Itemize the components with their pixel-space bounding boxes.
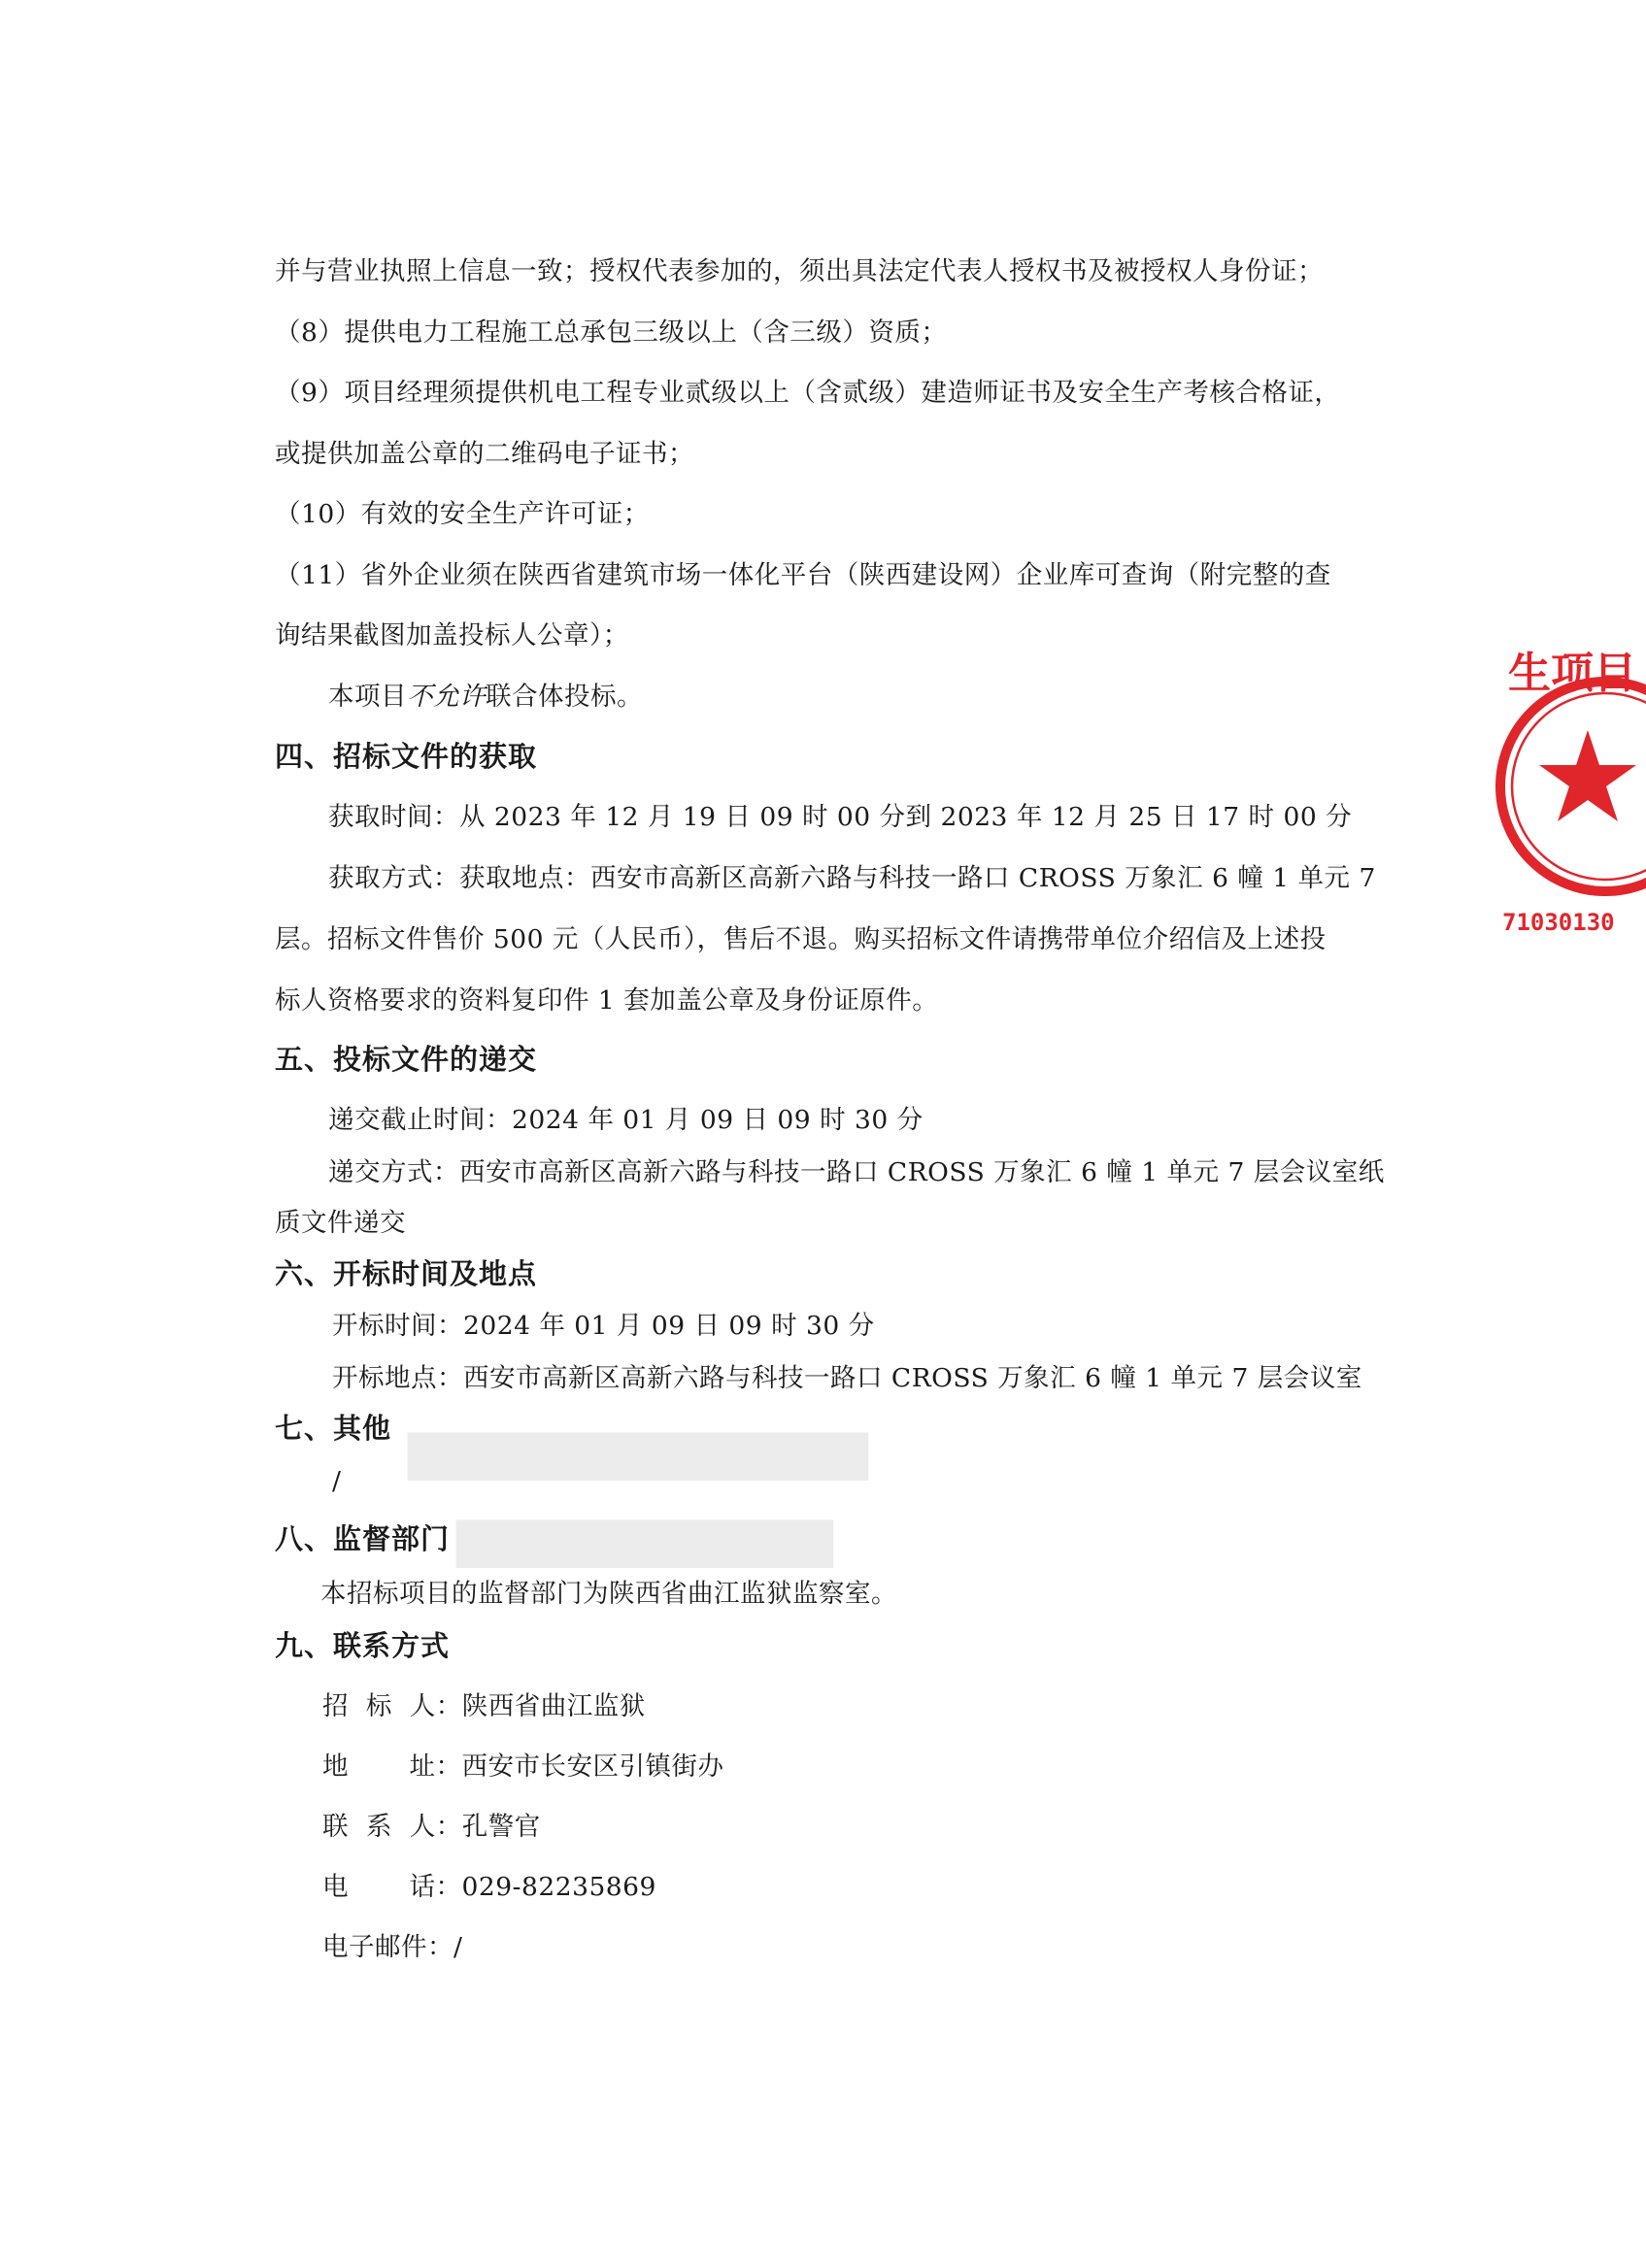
section-5-line: 递交截止时间：2024 年 01 月 09 日 09 时 30 分: [328, 1105, 924, 1135]
section-4-line: 获取时间：从 2023 年 12 月 19 日 09 时 00 分到 2023 年 12 月 25 日 17 时 00 分: [328, 802, 1353, 832]
consortium-suffix: 联合体投标。: [486, 682, 643, 712]
consortium-note: [328, 680, 643, 715]
bleed-through-mark: ▆▆▆▆▆▆▆▆▆▆▆: [408, 1418, 868, 1481]
body-line: 并与营业执照上信息一致；授权代表参加的，须出具法定代表人授权书及被授权人身份证；: [275, 256, 1324, 286]
section-8-heading: 八、监督部门: [275, 1522, 451, 1555]
contact-value: 029-82235869: [461, 1872, 656, 1902]
contact-row: [322, 1810, 541, 1845]
section-5-heading: 五、投标文件的递交: [275, 1043, 538, 1076]
contact-row: [322, 1930, 462, 1965]
body-line: 或提供加盖公章的二维码电子证书；: [275, 439, 694, 469]
seal-text-bottom: 71030130: [1502, 909, 1615, 936]
contact-row: [322, 1689, 646, 1724]
section-5-line: 递交方式：西安市高新区高新六路与科技一路口 CROSS 万象汇 6 幢 1 单元 7 层会议室纸: [328, 1157, 1385, 1187]
body-line: （9）项目经理须提供机电工程专业贰级以上（含贰级）建造师证书及安全生产考核合格证，: [275, 378, 1341, 408]
consortium-emphasis: 不允许: [407, 682, 486, 712]
contact-value: 陕西省曲江监狱: [461, 1691, 646, 1721]
section-6-line: 开标时间：2024 年 01 月 09 日 09 时 30 分: [332, 1311, 875, 1341]
contact-value: 孔警官: [461, 1812, 541, 1842]
body-line: （11）省外企业须在陕西省建筑市场一体化平台（陕西建设网）企业库可查询（附完整的查: [275, 560, 1331, 590]
contact-row: [322, 1750, 723, 1784]
section-9-heading: 九、联系方式: [275, 1629, 451, 1662]
official-seal-stamp: [1491, 621, 1646, 951]
section-8-content: 本招标项目的监督部门为陕西省曲江监狱监察室。: [320, 1579, 897, 1609]
seal-text-top: 生项目: [1508, 649, 1636, 698]
section-6-line: 开标地点：西安市高新区高新六路与科技一路口 CROSS 万象汇 6 幢 1 单元 7 层会议室: [332, 1363, 1362, 1393]
contact-label: 招 标 人：: [322, 1691, 462, 1721]
body-line: 询结果截图加盖投标人公章）；: [275, 620, 629, 650]
contact-value: 西安市长安区引镇街办: [461, 1751, 724, 1782]
body-line: （8）提供电力工程施工总承包三级以上（含三级）资质；: [275, 317, 948, 348]
contact-label: 地 址：: [322, 1751, 462, 1782]
section-4-line: 层。招标文件售价 500 元（人民币），售后不退。购买招标文件请携带单位介绍信及上述投: [275, 924, 1327, 954]
section-7-heading: 七、其他: [275, 1412, 392, 1445]
contact-value: /: [453, 1932, 463, 1962]
section-4-line: 获取方式：获取地点：西安市高新区高新六路与科技一路口 CROSS 万象汇 6 幢 1 单元 7: [328, 863, 1376, 893]
section-4-heading: 四、招标文件的获取: [275, 740, 538, 773]
contact-label: 联 系 人：: [322, 1812, 462, 1842]
section-7-content: /: [332, 1466, 342, 1496]
section-5-line: 质文件递交: [275, 1208, 406, 1238]
contact-label: 电子邮件：: [322, 1932, 453, 1962]
section-4-line: 标人资格要求的资料复印件 1 套加盖公章及身份证原件。: [275, 985, 939, 1016]
seal-star-icon: [1539, 730, 1636, 821]
contact-row: [322, 1870, 656, 1905]
contact-label: 电 话：: [322, 1872, 462, 1902]
consortium-prefix: 本项目: [328, 682, 407, 712]
section-6-heading: 六、开标时间及地点: [275, 1257, 538, 1290]
body-line: （10）有效的安全生产许可证；: [275, 499, 650, 529]
bleed-through-mark: ▆▆▆▆▆▆▆▆▆: [456, 1505, 833, 1568]
